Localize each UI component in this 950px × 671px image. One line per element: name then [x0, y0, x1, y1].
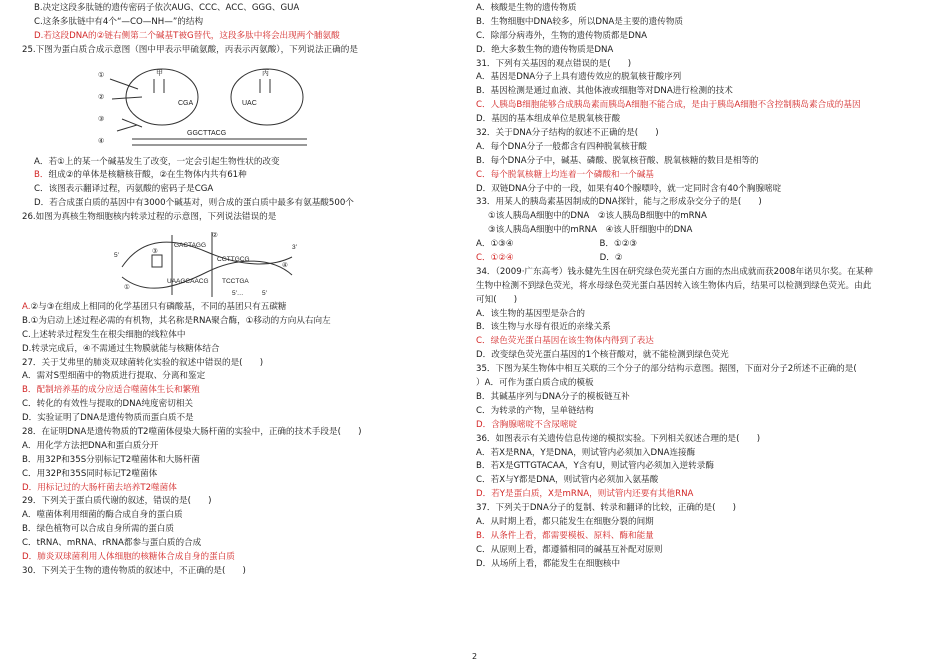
right-line: A．该生物的基因型是杂合的: [476, 308, 586, 319]
right-line: B．基因检测是通过血液、其他体液或细胞等对DNA进行检测的技术: [476, 86, 733, 97]
right-line: 可知( ): [476, 294, 518, 305]
right-line: D．基因的基本组成单位是脱氧核苷酸: [476, 114, 621, 125]
right-line: D．若Y是蛋白质，X是mRNA，则试管内还要有其他RNA: [476, 489, 694, 500]
right-line: ）A．可作为蛋白质合成的模板: [476, 378, 594, 389]
right-column: [476, 2, 930, 572]
fig26-seq-1: GACTAGG: [174, 242, 207, 250]
left-line: A．若①上的某一个碱基发生了改变，一定会引起生物性状的改变: [34, 156, 280, 167]
right-line: B．其碱基序列与DNA分子的模板链互补: [476, 391, 630, 402]
fig25-label-uac: UAC: [242, 99, 257, 107]
left-line: C.上述转录过程发生在根尖细胞的线粒体中: [22, 329, 186, 340]
right-line: A．基因是DNA分子上具有遗传效应的脱氧核苷酸序列: [476, 72, 682, 83]
left-line: A．用化学方法把DNA和蛋白质分开: [22, 440, 159, 451]
left-line: 28．在证明DNA是遗传物质的T2噬菌体侵染大肠杆菌的实验中，正确的技术手段是( ): [22, 427, 362, 438]
right-line: C．①②④ D．②: [476, 253, 623, 264]
right-line: C．为转录的产物，呈单链结构: [476, 405, 594, 416]
left-line: D.若这段DNA的②链右侧第二个碱基T被G替代，这段多肽中将会出现两个脯氨酸: [34, 30, 340, 41]
fig26-label-5p-3: 5′: [262, 290, 267, 298]
left-line: C.这条多肽链中有4个“—CO—NH—”的结构: [34, 16, 204, 27]
left-line: B.①为启动上述过程必需的有机物，其名称是RNA聚合酶，①移动的方向从右向左: [22, 315, 331, 326]
right-line: 34．（2009·广东高考）钱永健先生因在研究绿色荧光蛋白方面的杰出成就而获2008年诺贝尔奖。在某种: [476, 266, 873, 277]
right-line: A．每个DNA分子一般都含有四种脱氧核苷酸: [476, 141, 647, 152]
fig26-label-4: ④: [282, 262, 288, 270]
fig25-label-2: ②: [98, 93, 105, 101]
right-line: 37．下列关于DNA分子的复制、转录和翻译的比较，正确的是( ): [476, 503, 737, 514]
fig26-label-5p: 5′: [114, 252, 119, 260]
right-line: B．若X是GTTGTACAA，Y含有U，则试管内必须加入逆转录酶: [476, 461, 714, 472]
right-line: C．人胰岛B细胞能够合成胰岛素而胰岛A细胞不能合成，是由于胰岛A细胞不含控制胰岛素合成的基因: [476, 100, 861, 111]
right-line: ③该人胰岛A细胞中的mRNA ④该人肝细胞中的DNA: [488, 225, 693, 236]
fig26-seq-3: UAAGCAACG: [167, 278, 209, 286]
right-line: 33．用某人的胰岛素基因制成的DNA探针，能与之形成杂交分子的是( ): [476, 197, 762, 208]
left-line: C．tRNA、mRNA、rRNA都参与蛋白质的合成: [22, 538, 202, 549]
left-line: 27．关于艾弗里的肺炎双球菌转化实验的叙述中错误的是( ): [22, 357, 264, 368]
right-line: 生物中检测不到绿色荧光，将水母绿色荧光蛋白基因转入该生物体内后，结果可以检测到绿色荧光。由此: [476, 280, 872, 291]
left-line: B.决定这段多肽链的遗传密码子依次AUG、CCC、ACC、GGG、GUA: [34, 3, 300, 13]
right-line: 35．下图为某生物体中相互关联的三个分子的部分结构示意图。据图，下面对分子2所述不正确的是(: [476, 364, 857, 375]
left-line: D．实验证明了DNA是遗传物质而蛋白质不是: [22, 413, 194, 424]
left-column: [22, 2, 450, 579]
right-line: D．双链DNA分子中的一段，如果有40个腺嘌呤，就一定同时含有40个胸腺嘧啶: [476, 183, 782, 194]
fig25-label-seq: GGCTTACG: [187, 129, 227, 137]
fig25-label-3: ③: [98, 115, 105, 123]
fig26-figure: [112, 227, 302, 299]
left-line: A．需对S型细菌中的物质进行提取、分离和鉴定: [22, 371, 206, 382]
right-line: D．含胸腺嘧啶不含尿嘧啶: [476, 419, 578, 430]
right-line: ①该人胰岛A细胞中的DNA ②该人胰岛B细胞中的mRNA: [488, 211, 707, 222]
right-line: C．若X与Y都是DNA，则试管内必须加入氨基酸: [476, 475, 659, 486]
right-line: D．改变绿色荧光蛋白基因的1个核苷酸对，就不能检测到绿色荧光: [476, 350, 729, 361]
left-line: D．若合成蛋白质的基因中有3000个碱基对，则合成的蛋白质中最多有氨基酸500个: [34, 198, 354, 209]
right-line: 36．如图表示有关遗传信息传递的模拟实验。下列相关叙述合理的是( ): [476, 433, 761, 444]
right-line: D．绝大多数生物的遗传物质是DNA: [476, 44, 614, 55]
left-line: D．用标记过的大肠杆菌去培养T2噬菌体: [22, 482, 177, 493]
left-line: B．绿色植物可以合成自身所需的蛋白质: [22, 524, 174, 535]
right-line: A．①③④ B．①②③: [476, 239, 638, 250]
fig25-label-bing: 丙: [262, 69, 269, 77]
right-line: B．生物细胞中DNA较多，所以DNA是主要的遗传物质: [476, 16, 684, 27]
left-line: 29．下列关于蛋白质代谢的叙述，错误的是( ): [22, 496, 212, 507]
left-line: D．肺炎双球菌利用人体细胞的核糖体合成自身的蛋白质: [22, 552, 235, 563]
right-line: C．绿色荧光蛋白基因在该生物体内得到了表达: [476, 336, 654, 347]
right-line: A．若X是RNA，Y是DNA，则试管内必须加入DNA连接酶: [476, 447, 696, 458]
right-line: C．从原则上看，都遵循相同的碱基互补配对原则: [476, 544, 663, 555]
fig25-label-1: ①: [98, 71, 105, 79]
left-line: 30．下列关于生物的遗传物质的叙述中，不正确的是( ): [22, 565, 246, 576]
fig25-label-jia: 甲: [156, 69, 163, 77]
right-line: C．每个脱氧核糖上均连着一个磷酸和一个碱基: [476, 169, 654, 180]
right-line: D．从场所上看，都能发生在细胞核中: [476, 558, 621, 569]
left-line: B．组成②的单体是核糖核苷酸，②在生物体内共有61种: [34, 170, 247, 181]
right-line: A．从时期上看，都只能发生在细胞分裂的间期: [476, 516, 654, 527]
right-line: A．核酸是生物的遗传物质: [476, 3, 577, 13]
fig26-label-5p-2: 5′…: [232, 290, 244, 298]
left-line: A．噬菌体利用细菌的酶合成自身的蛋白质: [22, 510, 183, 521]
left-line: C．转化的有效性与提取的DNA纯度密切相关: [22, 399, 194, 410]
page-number: 2: [472, 652, 478, 661]
fig26-seq-2: CGTTGCG: [217, 256, 250, 264]
fig26-label-2: ②: [212, 232, 218, 240]
fig25-label-cga: CGA: [178, 99, 194, 107]
right-line: C．除部分病毒外，生物的遗传物质都是DNA: [476, 30, 648, 41]
fig25-label-4: ④: [98, 137, 105, 145]
left-line: C．该图表示翻译过程，丙氨酸的密码子是CGA: [34, 184, 214, 195]
right-line: B．每个DNA分子中，碱基、磷酸、脱氧核苷酸、脱氧核糖的数目是相等的: [476, 155, 759, 166]
fig26-label-1: ①: [124, 284, 130, 292]
right-line: B．该生物与水母有很近的亲缘关系: [476, 322, 611, 333]
left-line: B．用32P和35S分别标记T2噬菌体和大肠杆菌: [22, 454, 201, 465]
fig26-seq-4: TCCTGA: [222, 278, 249, 286]
fig26-label-3p: 3′: [292, 244, 297, 252]
left-line: A.②与③在组成上相同的化学基团只有磷酸基，不同的基团只有五碳糖: [22, 302, 287, 313]
left-line: 25.下图为蛋白质合成示意图（图中甲表示甲硫氨酸，丙表示丙氨酸），下列说法正确的是: [22, 44, 358, 55]
left-line: D.转录完成后，④不需通过生物膜就能与核糖体结合: [22, 343, 220, 354]
left-line: 26.如图为真核生物细胞核内转录过程的示意图，下列说法错误的是: [22, 212, 277, 223]
fig25-figure: [92, 59, 352, 154]
fig26-label-3: ③: [152, 248, 158, 256]
right-line: 31．下列有关基因的观点错误的是( ): [476, 58, 632, 69]
right-line: 32．关于DNA分子结构的叙述不正确的是( ): [476, 128, 659, 139]
left-line: C．用32P和35S同时标记T2噬菌体: [22, 468, 158, 479]
right-line: B．从条件上看，都需要模板、原料、酶和能量: [476, 530, 654, 541]
left-line: B．配制培养基的成分应适合噬菌体生长和繁殖: [22, 385, 200, 396]
